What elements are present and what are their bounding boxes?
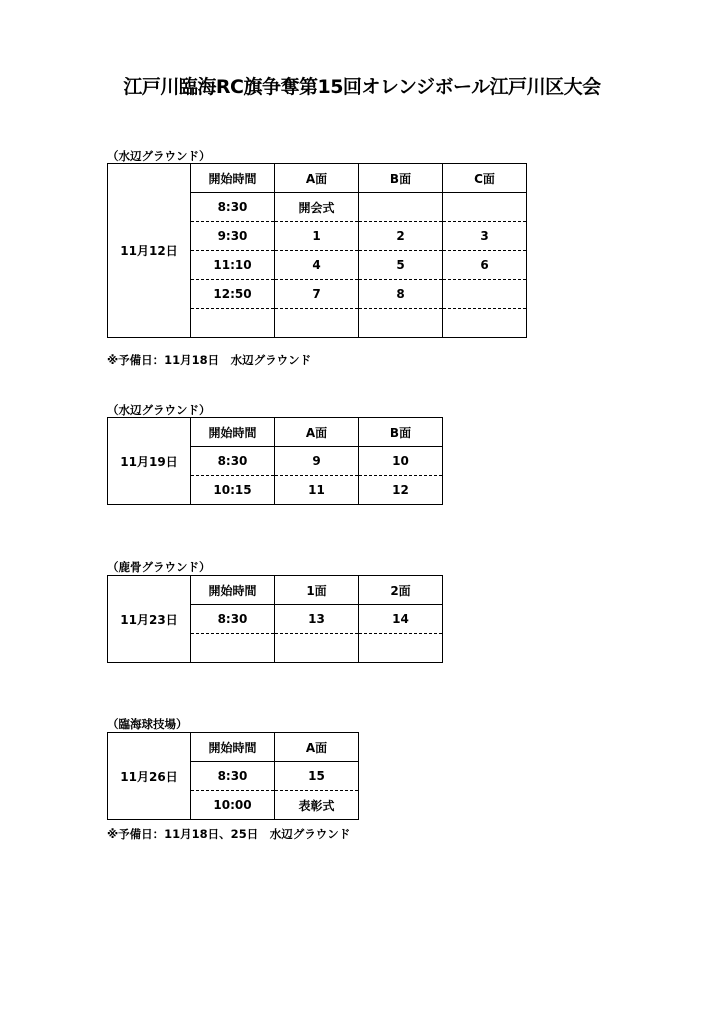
reserve-day-note: ※予備日：11月18日、25日 水辺グラウンド <box>107 827 351 841</box>
time-cell: 8:30 <box>191 193 275 222</box>
table-cell <box>359 634 443 663</box>
time-cell: 10:15 <box>191 476 275 505</box>
table-cell <box>443 193 527 222</box>
table-cell: 5 <box>359 251 443 280</box>
table-cell <box>443 280 527 309</box>
table-cell: 8 <box>359 280 443 309</box>
table-cell: 2 <box>359 222 443 251</box>
table-cell: 15 <box>275 762 359 791</box>
table-cell: 表彰式 <box>275 791 359 820</box>
schedule-table <box>107 163 527 338</box>
time-cell: 8:30 <box>191 447 275 476</box>
column-header: 開始時間 <box>191 418 275 447</box>
time-cell <box>191 309 275 338</box>
table-cell: 12 <box>359 476 443 505</box>
time-cell <box>191 634 275 663</box>
table-cell: 1 <box>275 222 359 251</box>
table-cell: 6 <box>443 251 527 280</box>
column-header: C面 <box>443 164 527 193</box>
column-header: 開始時間 <box>191 733 275 762</box>
venue-label: （水辺グラウンド） <box>107 149 211 163</box>
table-header-row <box>108 733 359 762</box>
schedule-table <box>107 732 359 820</box>
date-cell: 11月12日 <box>108 164 191 338</box>
table-cell: 4 <box>275 251 359 280</box>
column-header: 開始時間 <box>191 576 275 605</box>
table-header-row <box>108 418 443 447</box>
column-header: B面 <box>359 164 443 193</box>
table-cell <box>443 309 527 338</box>
page-title: 江戸川臨海RC旗争奪第15回オレンジボール江戸川区大会 <box>123 76 601 98</box>
column-header: 2面 <box>359 576 443 605</box>
column-header: A面 <box>275 164 359 193</box>
table-cell <box>359 193 443 222</box>
table-cell: 開会式 <box>275 193 359 222</box>
venue-label: （臨海球技場） <box>107 717 188 731</box>
column-header: A面 <box>275 418 359 447</box>
venue-label: （水辺グラウンド） <box>107 403 211 417</box>
time-cell: 8:30 <box>191 762 275 791</box>
time-cell: 8:30 <box>191 605 275 634</box>
table-cell <box>275 634 359 663</box>
date-cell: 11月26日 <box>108 733 191 820</box>
column-header: 1面 <box>275 576 359 605</box>
table-cell <box>359 309 443 338</box>
column-header: 開始時間 <box>191 164 275 193</box>
schedule-table <box>107 575 443 663</box>
table-cell: 7 <box>275 280 359 309</box>
date-cell: 11月19日 <box>108 418 191 505</box>
table-cell: 10 <box>359 447 443 476</box>
table-cell: 14 <box>359 605 443 634</box>
date-cell: 11月23日 <box>108 576 191 663</box>
reserve-day-note: ※予備日：11月18日 水辺グラウンド <box>107 353 312 367</box>
time-cell: 12:50 <box>191 280 275 309</box>
table-cell: 3 <box>443 222 527 251</box>
time-cell: 11:10 <box>191 251 275 280</box>
venue-label: （鹿骨グラウンド） <box>107 560 211 574</box>
table-cell: 11 <box>275 476 359 505</box>
column-header: A面 <box>275 733 359 762</box>
table-cell <box>275 309 359 338</box>
time-cell: 10:00 <box>191 791 275 820</box>
table-header-row <box>108 576 443 605</box>
schedule-table <box>107 417 443 505</box>
column-header: B面 <box>359 418 443 447</box>
table-cell: 13 <box>275 605 359 634</box>
table-header-row <box>108 164 527 193</box>
table-cell: 9 <box>275 447 359 476</box>
time-cell: 9:30 <box>191 222 275 251</box>
